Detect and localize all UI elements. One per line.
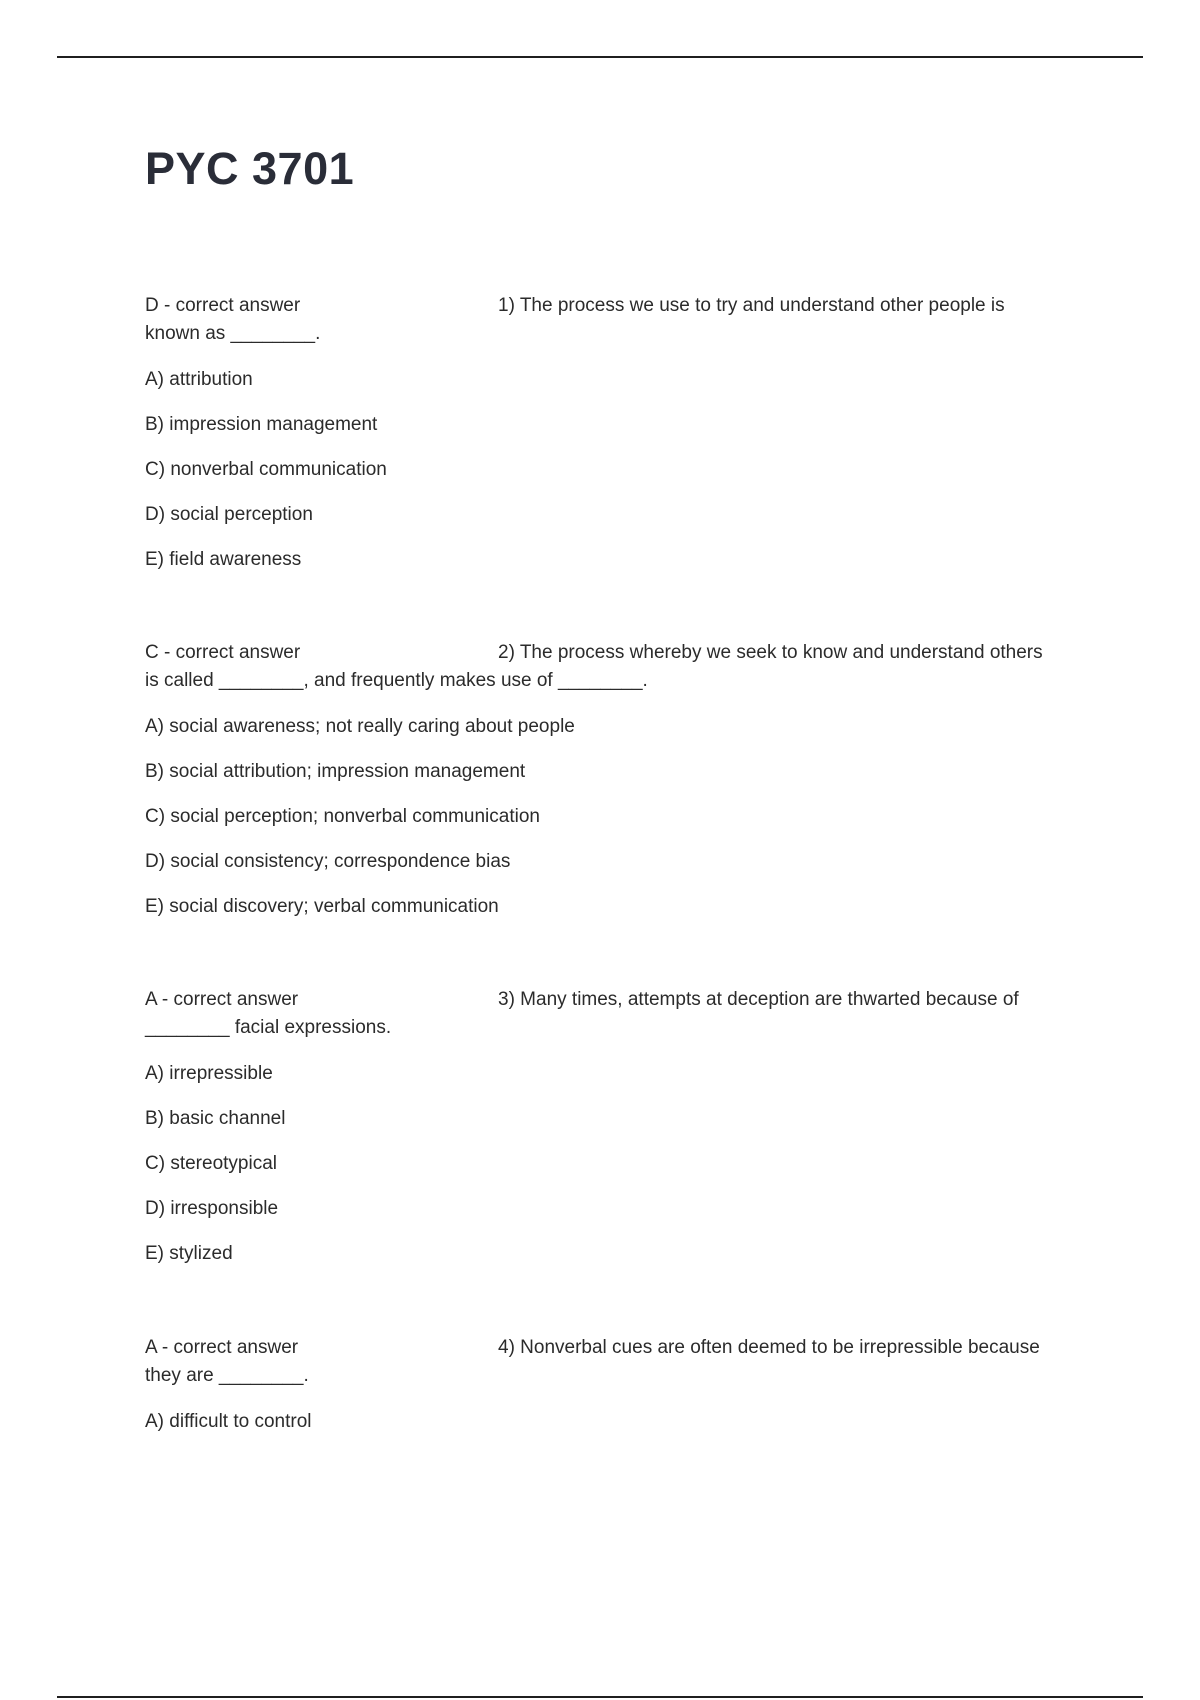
bottom-rule: [57, 1696, 1143, 1698]
option-e: E) stylized: [145, 1243, 233, 1264]
question-text-line-2: is called ________, and frequently makes use of ________.: [145, 670, 648, 691]
answer-key: D - correct answer: [145, 295, 301, 316]
question-text-line-1: 3) Many times, attempts at deception are thwarted because of: [498, 989, 1019, 1010]
option-b: B) impression management: [145, 414, 378, 435]
option-a: A) attribution: [145, 369, 253, 390]
option-b: B) social attribution; impression management: [145, 761, 526, 782]
option-c: C) social perception; nonverbal communication: [145, 806, 540, 827]
question-header: [145, 986, 1085, 1042]
option-b: B) basic channel: [145, 1108, 286, 1129]
answer-key: A - correct answer: [145, 1337, 299, 1358]
option-e: E) field awareness: [145, 549, 302, 570]
question-header: [145, 1334, 1085, 1390]
option-a: A) difficult to control: [145, 1411, 312, 1432]
option-list: [145, 1060, 1085, 1268]
option-list: [145, 366, 1085, 574]
option-c: C) stereotypical: [145, 1153, 277, 1174]
option-a: A) irrepressible: [145, 1063, 273, 1084]
question-text-line-2: ________ facial expressions.: [145, 1017, 392, 1038]
question-block-2: [145, 639, 1085, 938]
question-header: [145, 292, 1085, 348]
option-e: E) social discovery; verbal communication: [145, 896, 499, 917]
answer-key: C - correct answer: [145, 642, 301, 663]
option-list: [145, 713, 1085, 921]
option-d: D) social consistency; correspondence bias: [145, 851, 511, 872]
option-a: A) social awareness; not really caring about people: [145, 716, 575, 737]
option-d: D) social perception: [145, 504, 313, 525]
question-text-line-1: 2) The process whereby we seek to know and understand others: [498, 642, 1043, 663]
question-text-line-2: known as ________.: [145, 323, 321, 344]
page-title: PYC 3701: [145, 143, 355, 194]
question-block-1: [145, 292, 1085, 591]
option-d: D) irresponsible: [145, 1198, 279, 1219]
question-header: [145, 639, 1085, 695]
option-list: [145, 1408, 1085, 1436]
answer-key: A - correct answer: [145, 989, 299, 1010]
question-text-line-2: they are ________.: [145, 1365, 309, 1386]
question-block-3: [145, 986, 1085, 1285]
question-text-line-1: 4) Nonverbal cues are often deemed to be irrepressible because: [498, 1337, 1040, 1358]
question-text-line-1: 1) The process we use to try and understand other people is: [498, 295, 1005, 316]
option-c: C) nonverbal communication: [145, 459, 387, 480]
question-block-4: [145, 1334, 1085, 1453]
top-rule: [57, 56, 1143, 58]
